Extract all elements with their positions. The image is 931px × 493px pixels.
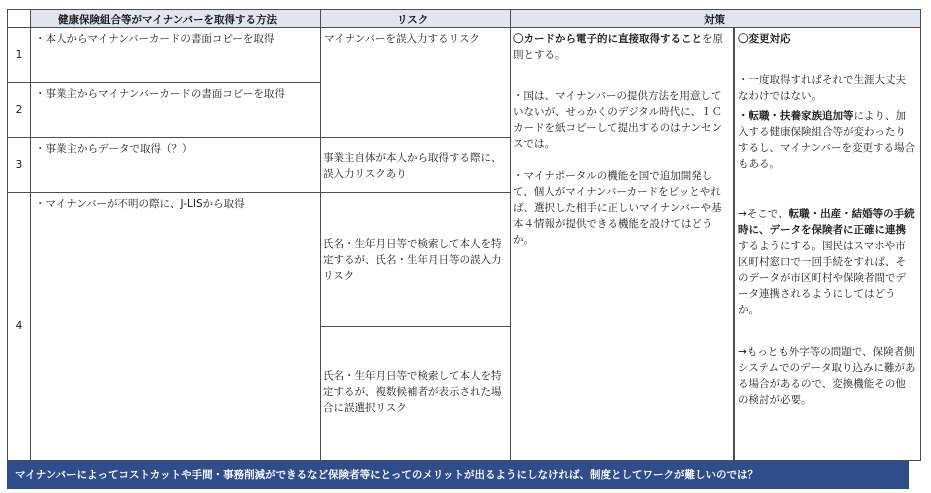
measure-myna-portal: ・マイナポータルの機能を国で追加開発して、個人がマイナンバーカードをピッとやれば、選択した相手に正しいマイナンバーや基本４情報が提供できる機能を設けてはどうか。 xyxy=(513,170,722,246)
risk-2: 事業主自体が本人から取得する際に、誤入力リスクあり xyxy=(323,152,502,180)
row-number-1: 1 xyxy=(15,49,23,61)
measure-change-p3-bold: 転職・出産・結婚等の手続時に、データを保険者に正確に連携 xyxy=(738,208,915,236)
row-number-2: 2 xyxy=(15,104,23,116)
measure-principle xyxy=(513,31,731,63)
measure-change-p2-bold: ・転職・扶養家族追加等 xyxy=(738,110,854,122)
measure-change-p3 xyxy=(738,206,916,318)
method-risk-measures-table xyxy=(7,9,921,461)
header-measures: 対策 xyxy=(704,14,725,26)
measure-change-p1: ・一度取得すればそれで生涯大丈夫なわけではない。 xyxy=(738,74,906,102)
header-method: 健康保険組合等がマイナンバーを取得する方法 xyxy=(58,14,278,26)
measure-change-p3-pre: →そこで、 xyxy=(738,208,789,220)
method-row-1: ・本人からマイナンバーカードの書面コピーを取得 xyxy=(35,33,275,45)
row-number-4: 4 xyxy=(15,320,23,332)
measure-change-p4: →もっとも外字等の問題で、保険者側システムでのデータ取り込みに難がある場合があるので、変換機能その他の検討が必要。 xyxy=(738,346,916,406)
risk-1: マイナンバーを誤入力するリスク xyxy=(324,33,480,45)
measure-principle-rest: を原則とする。 xyxy=(513,33,723,61)
method-row-2: ・事業主からマイナンバーカードの書面コピーを取得 xyxy=(35,88,285,100)
risk-3: 氏名・生年月日等で検索して本人を特定するが、氏名・生年月日等の誤入力リスク xyxy=(323,238,502,282)
header-risk: リスク xyxy=(397,14,429,26)
measure-principle-bold: 〇カードから電子的に直接取得すること xyxy=(513,33,702,45)
row-number-3: 3 xyxy=(15,159,23,171)
measure-change-heading: 〇変更対応 xyxy=(738,33,791,45)
measure-digital-note: ・国は、マイナンバーの提供方法を用意していないが、せっかくのデジタル時代に、ＩＣカードを紙コピーして提出するのはナンセンスでは。 xyxy=(513,90,723,150)
measure-change-p3-rest: するようにする。国民はスマホや市区町村窓口で一回手続をすれば、そのデータが市区町村や保険者間でデータ連携されるようにしてはどうか。 xyxy=(738,240,906,316)
measure-change-p2-rest: により、加入する健康保険組合等が変わったりするし、マイナンバーを変更する場合もある。 xyxy=(738,110,916,170)
method-row-4: ・マイナンバーが不明の際に、J-LISから取得 xyxy=(35,198,245,210)
summary-banner: マイナンバーによってコストカットや手間・事務削減ができるなど保険者等にとってのメリットが出るようにしなければ、制度としてワークが難しいのでは？ xyxy=(7,461,909,489)
risk-4: 氏名・生年月日等で検索して本人を特定するが、複数候補者が表示された場合に誤選択リスク xyxy=(323,370,502,414)
measure-change-p2 xyxy=(738,108,916,172)
method-row-3: ・事業主からデータで取得（？） xyxy=(35,143,193,155)
